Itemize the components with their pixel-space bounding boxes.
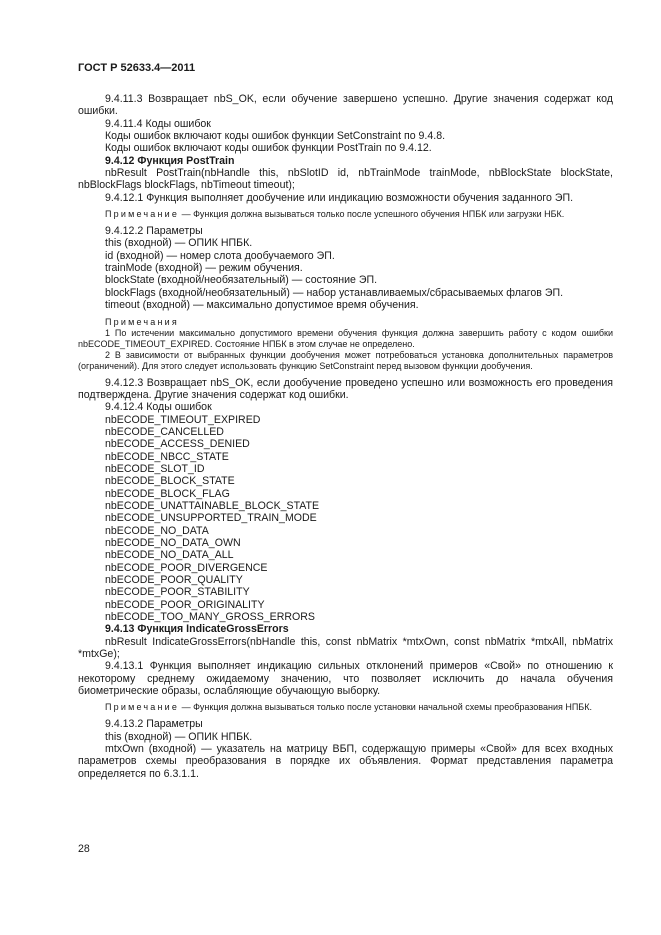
param-line: blockState (входной/необязательный) — состояние ЭП.	[105, 274, 378, 287]
text-line: Коды ошибок включают коды ошибок функции SetConstraint по 9.4.8.	[105, 130, 446, 143]
error-code: nbECODE_UNSUPPORTED_TRAIN_MODE	[105, 512, 317, 525]
param-line: mtxOwn (входной) — указатель на матрицу ВБП, содержащую примеры «Свой» для всех входных параметров схемы преобразования в порядке их объявления. Формат представления параметра определяется по 6.3.1.1.	[78, 743, 613, 780]
note-label: Примечание	[105, 702, 180, 713]
section-heading-9-4-13: 9.4.13 Функция IndicateGrossErrors	[105, 623, 289, 636]
section-heading-9-4-12: 9.4.12 Функция PostTrain	[105, 154, 235, 167]
note	[78, 209, 613, 220]
error-code: nbECODE_NO_DATA_ALL	[105, 549, 234, 562]
param-line: blockFlags (входной/необязательный) — набор устанавливаемых/сбрасываемых флагов ЭП.	[105, 286, 564, 299]
heading-9-4-12-4: 9.4.12.4 Коды ошибок	[105, 401, 212, 414]
error-code: nbECODE_ACCESS_DENIED	[105, 438, 250, 451]
note-item: 1 По истечении максимально допустимого времени обучения функция должна завершить работу с кодом ошибки nbECODE_TIMEOUT_EXPIRED. Состояние НПБК в этом случае не определено.	[78, 327, 613, 349]
error-code: nbECODE_TIMEOUT_EXPIRED	[105, 413, 261, 426]
error-code: nbECODE_POOR_STABILITY	[105, 586, 250, 599]
param-line: timeout (входной) — максимально допустимое время обучения.	[105, 299, 419, 312]
error-code: nbECODE_NO_DATA	[105, 524, 209, 537]
notes-label: Примечания	[105, 316, 179, 327]
param-line: id (входной) — номер слота дообучаемого ЭП.	[105, 249, 335, 262]
doc-header: ГОСТ Р 52633.4—2011	[78, 62, 196, 74]
param-line: trainMode (входной) — режим обучения.	[105, 262, 303, 275]
para-9-4-11-3: 9.4.11.3 Возвращает nbS_OK, если обучение завершено успешно. Другие значения содержат код ошибки.	[78, 93, 613, 118]
heading-9-4-12-2: 9.4.12.2 Параметры	[105, 225, 203, 238]
error-code: nbECODE_UNATTAINABLE_BLOCK_STATE	[105, 499, 320, 512]
note-label: Примечание	[105, 209, 180, 220]
text-line: Коды ошибок включают коды ошибок функции PostTrain по 9.4.12.	[105, 142, 432, 155]
heading-9-4-13-2: 9.4.13.2 Параметры	[105, 718, 203, 731]
error-code: nbECODE_BLOCK_STATE	[105, 475, 235, 488]
note-text: — Функция должна вызываться только после успешного обучения НПБК или загрузки НБК.	[179, 209, 565, 220]
error-code: nbECODE_POOR_DIVERGENCE	[105, 561, 268, 574]
note-item: 2 В зависимости от выбранных функции дообучения может потребоваться установка дополнительных параметров (ограничений). Для этого следует использовать функцию SetConstraint перед вызовом функции дообучения.	[78, 349, 613, 371]
error-code: nbECODE_POOR_QUALITY	[105, 574, 243, 586]
page-number: 28	[78, 843, 90, 855]
error-code: nbECODE_TOO_MANY_GROSS_ERRORS	[105, 611, 315, 624]
code-signature-posttrain: nbResult PostTrain(nbHandle this, nbSlotID id, nbTrainMode trainMode, nbBlockState blockState, nbBlockFlags blockFlags, nbTimeout timeout);	[78, 167, 613, 192]
error-code: nbECODE_NO_DATA_OWN	[105, 536, 241, 549]
error-code: nbECODE_CANCELLED	[105, 425, 224, 438]
heading-9-4-11-4: 9.4.11.4 Коды ошибок	[105, 117, 211, 130]
param-line: this (входной) — ОПИК НПБК.	[105, 730, 253, 743]
para-9-4-12-1: 9.4.12.1 Функция выполняет дообучение или индикацию возможности обучения заданного ЭП.	[105, 191, 574, 204]
error-code: nbECODE_BLOCK_FLAG	[105, 487, 230, 500]
error-code: nbECODE_POOR_ORIGINALITY	[105, 598, 265, 611]
para-9-4-12-3: 9.4.12.3 Возвращает nbS_OK, если дообучение проведено успешно или возможность его проведения подтверждена. Другие значения содержат код ошибки.	[78, 376, 613, 401]
page-body	[78, 93, 613, 780]
error-code: nbECODE_NBCC_STATE	[105, 450, 229, 463]
code-signature-indicategrosserrors: nbResult IndicateGrossErrors(nbHandle this, const nbMatrix *mtxOwn, const nbMatrix *mtxAll, nbMatrix *mtxGe);	[78, 635, 613, 661]
para-9-4-13-1: 9.4.13.1 Функция выполняет индикацию сильных отклонений примеров «Свой» по отношению к некоторому среднему ожидаемому значению, что позволяет исключить до начала обучения биометрические образы, ослабляющие обучающую выборку.	[78, 660, 613, 698]
note-text: — Функция должна вызываться только после установки начальной схемы преобразования НПБК.	[179, 702, 592, 713]
param-line: this (входной) — ОПИК НПБК.	[105, 237, 253, 250]
note	[78, 702, 613, 713]
error-code: nbECODE_SLOT_ID	[105, 462, 205, 475]
